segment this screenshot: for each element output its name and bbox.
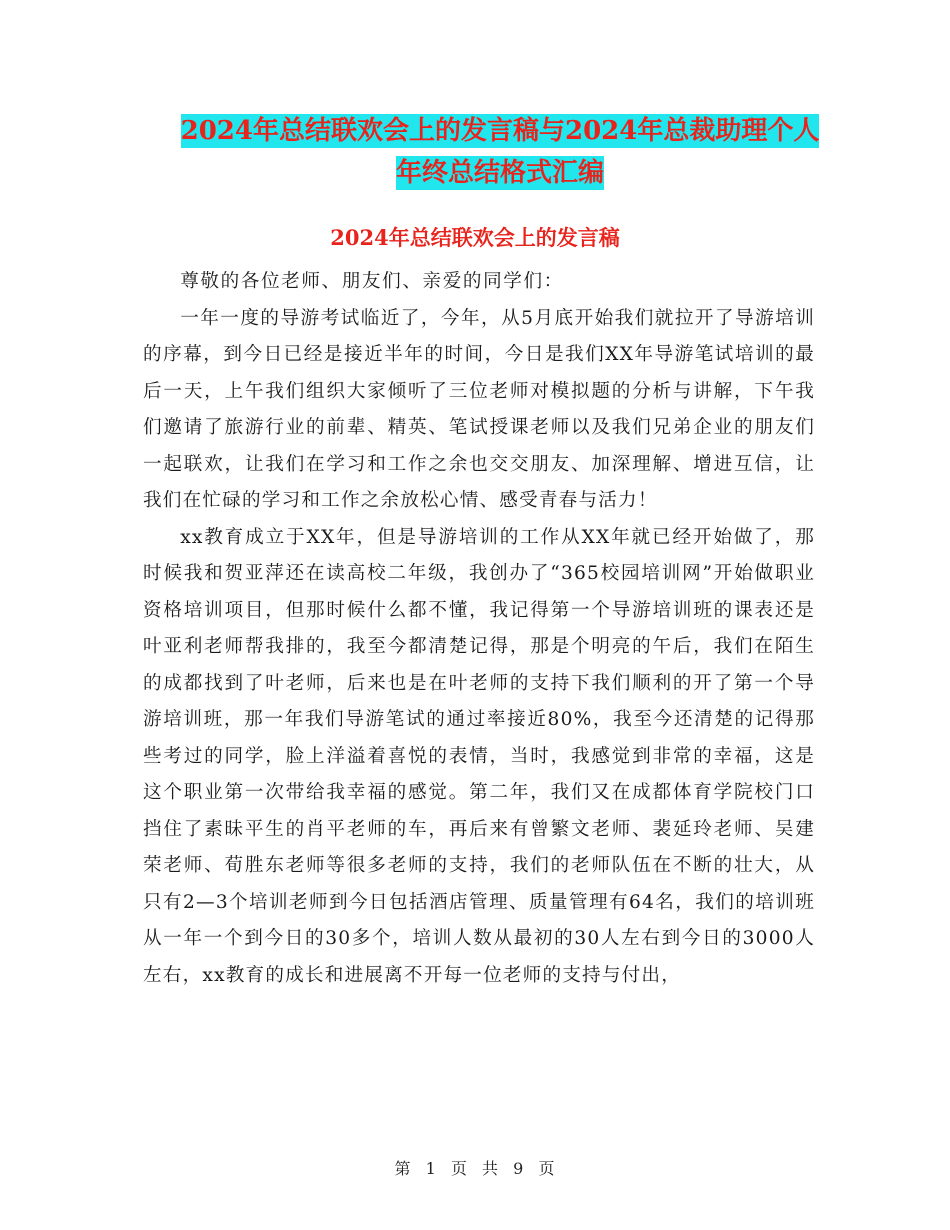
- document-title-line-2: [150, 157, 850, 189]
- footer-prefix: 第: [394, 1159, 412, 1178]
- title-highlight: 年终总结格式汇编: [395, 158, 604, 188]
- paragraph: xx教育成立于XX年，但是导游培训的工作从XX年就已经开始做了，那时候我和贺亚萍还在读高校二年级，我创办了“365校园培训网”开始做职业资格培训项目，但那时候什么都不懂，我记得第一个导游培训班的课表还是叶亚利老师帮我排的，我至今都清楚记得，那是个明亮的午后，我们在陌生的成都找到了叶老师，后来也是在叶老师的支持下我们顺利的开了第一个导游培训班，那一年我们导游笔试的通过率接近80%，我至今还清楚的记得那些考过的同学，脸上洋溢着喜悦的表情，当时，我感觉到非常的幸福，这是这个职业第一次带给我幸福的感觉。第二年，我们又在成都体育学院校门口挡住了素昧平生的肖平老师的车，再后来有曾繁文老师、裴延玲老师、吴建荣老师、荀胜东老师等很多老师的支持，我们的老师队伍在不断的壮大，从只有2—3个培训老师到今日包括酒店管理、质量管理有64名，我们的培训班从一年一个到今日的30多个，培训人数从最初的30人左右到今日的3000人左右，xx教育的成长和进展离不开每一位老师的支持与付出，: [143, 526, 815, 986]
- footer-total-pages: 9: [513, 1159, 525, 1178]
- section-heading: 2024年总结联欢会上的发言稿: [330, 225, 620, 250]
- page-footer: [0, 1156, 950, 1179]
- footer-current-page: 1: [425, 1159, 437, 1178]
- footer-total-word: 共: [482, 1159, 500, 1178]
- title-highlight: 2024年总结联欢会上的发言稿与2024年总裁助理个人: [180, 116, 820, 146]
- paragraph-greeting: 尊敬的各位老师、朋友们、亲爱的同学们：: [180, 271, 564, 292]
- paragraph: 一年一度的导游考试临近了，今年，从5月底开始我们就拉开了导游培训的序幕，到今日已经是接近半年的时间，今日是我们XX年导游笔试培训的最后一天，上午我们组织大家倾听了三位老师对模拟题的分析与讲解，下午我们邀请了旅游行业的前辈、精英、笔试授课老师以及我们兄弟企业的朋友们一起联欢，让我们在学习和工作之余也交交朋友、加深理解、增进互信，让我们在忙碌的学习和工作之余放松心情、感受青春与活力！: [143, 307, 815, 511]
- footer-page-word: 页: [450, 1159, 468, 1178]
- document-title-line-1: [150, 115, 850, 147]
- footer-suffix: 页: [538, 1159, 556, 1178]
- document-body: [143, 264, 815, 994]
